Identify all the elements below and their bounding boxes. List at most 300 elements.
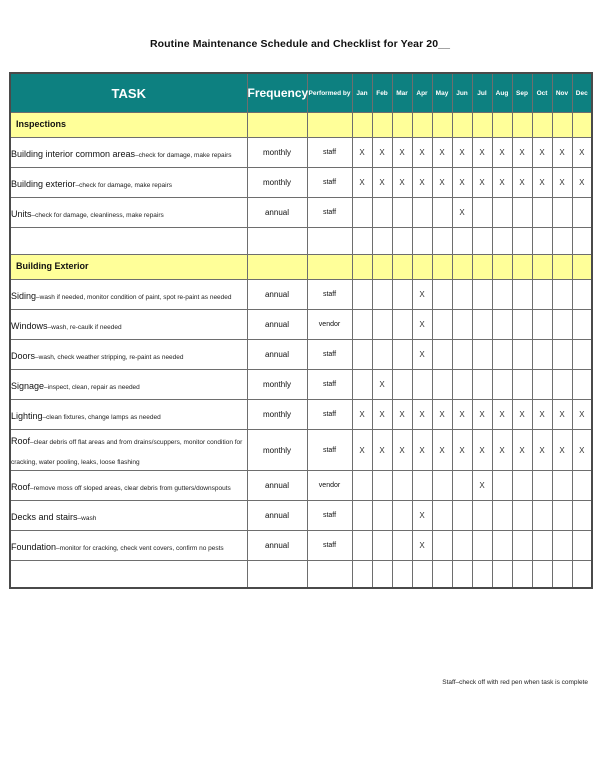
cell-month-apr[interactable]: X: [412, 280, 432, 310]
cell-month-oct[interactable]: [532, 471, 552, 501]
cell-month-mar[interactable]: [392, 198, 412, 228]
cell-month-may[interactable]: X: [432, 400, 452, 430]
cell-month-aug[interactable]: [492, 198, 512, 228]
cell-month-dec[interactable]: [572, 113, 592, 138]
cell-month-mar[interactable]: X: [392, 430, 412, 471]
cell-month-sep[interactable]: [512, 113, 532, 138]
cell-frequency[interactable]: annual: [247, 471, 307, 501]
cell-month-nov[interactable]: [552, 471, 572, 501]
cell-task[interactable]: [10, 561, 247, 589]
cell-month-oct[interactable]: [532, 340, 552, 370]
column-header-task: TASK: [10, 73, 247, 113]
cell-frequency[interactable]: annual: [247, 501, 307, 531]
cell-month-apr[interactable]: [412, 113, 432, 138]
cell-month-jun[interactable]: [452, 280, 472, 310]
column-header-month-mar: Mar: [392, 73, 412, 113]
cell-month-mar[interactable]: X: [392, 400, 412, 430]
section-row: [10, 255, 592, 280]
cell-month-jan[interactable]: X: [352, 400, 372, 430]
cell-month-apr[interactable]: X: [412, 501, 432, 531]
cell-month-apr[interactable]: X: [412, 168, 432, 198]
cell-frequency[interactable]: annual: [247, 340, 307, 370]
cell-month-feb[interactable]: X: [372, 138, 392, 168]
cell-month-feb[interactable]: [372, 228, 392, 255]
column-header-performed-by: Performed by: [307, 73, 352, 113]
cell-month-jul[interactable]: X: [472, 471, 492, 501]
cell-task[interactable]: [10, 113, 247, 138]
cell-month-jul[interactable]: [472, 280, 492, 310]
cell-month-mar[interactable]: [392, 531, 412, 561]
cell-month-oct[interactable]: X: [532, 430, 552, 471]
cell-month-aug[interactable]: X: [492, 138, 512, 168]
cell-month-nov[interactable]: [552, 531, 572, 561]
cell-month-jul[interactable]: [472, 310, 492, 340]
cell-month-may[interactable]: X: [432, 168, 452, 198]
cell-month-jun[interactable]: [452, 113, 472, 138]
cell-month-may[interactable]: [432, 501, 452, 531]
column-header-month-oct: Oct: [532, 73, 552, 113]
column-header-month-sep: Sep: [512, 73, 532, 113]
cell-month-jun[interactable]: [452, 310, 472, 340]
table-header: [10, 73, 592, 113]
cell-task[interactable]: [10, 471, 247, 501]
cell-month-nov[interactable]: [552, 370, 572, 400]
cell-month-feb[interactable]: [372, 340, 392, 370]
task-name: Building exterior: [11, 178, 76, 189]
task-name: Roof: [11, 436, 31, 446]
task-name: Lighting: [11, 410, 43, 421]
cell-frequency[interactable]: monthly: [247, 138, 307, 168]
cell-month-jul[interactable]: [472, 255, 492, 280]
cell-month-jun[interactable]: [452, 501, 472, 531]
cell-performed-by[interactable]: staff: [307, 531, 352, 561]
cell-month-jun[interactable]: [452, 561, 472, 589]
cell-month-jan[interactable]: [352, 370, 372, 400]
header-row: [10, 73, 592, 113]
cell-month-nov[interactable]: X: [552, 400, 572, 430]
cell-month-jun[interactable]: X: [452, 400, 472, 430]
cell-month-may[interactable]: X: [432, 430, 452, 471]
table-row: [10, 280, 592, 310]
column-header-month-feb: Feb: [372, 73, 392, 113]
cell-month-may[interactable]: [432, 255, 452, 280]
cell-month-apr[interactable]: [412, 255, 432, 280]
table-row: [10, 168, 592, 198]
task-name: Building interior common areas: [11, 148, 136, 159]
table-row: [10, 138, 592, 168]
cell-month-jan[interactable]: [352, 501, 372, 531]
cell-month-jun[interactable]: [452, 255, 472, 280]
cell-performed-by[interactable]: staff: [307, 370, 352, 400]
cell-month-feb[interactable]: [372, 198, 392, 228]
cell-month-mar[interactable]: [392, 228, 412, 255]
cell-task[interactable]: [10, 340, 247, 370]
cell-month-aug[interactable]: [492, 531, 512, 561]
cell-month-may[interactable]: [432, 113, 452, 138]
cell-task[interactable]: [10, 198, 247, 228]
cell-month-mar[interactable]: X: [392, 168, 412, 198]
cell-month-apr[interactable]: X: [412, 400, 432, 430]
cell-month-sep[interactable]: [512, 310, 532, 340]
cell-month-apr[interactable]: X: [412, 138, 432, 168]
cell-month-jan[interactable]: [352, 310, 372, 340]
cell-month-sep[interactable]: [512, 198, 532, 228]
cell-month-sep[interactable]: X: [512, 168, 532, 198]
cell-month-jan[interactable]: [352, 561, 372, 589]
cell-month-feb[interactable]: [372, 310, 392, 340]
cell-month-jul[interactable]: X: [472, 138, 492, 168]
cell-month-jan[interactable]: [352, 340, 372, 370]
cell-month-jun[interactable]: X: [452, 168, 472, 198]
cell-frequency[interactable]: [247, 255, 307, 280]
cell-month-jan[interactable]: [352, 198, 372, 228]
cell-month-oct[interactable]: [532, 280, 552, 310]
cell-task[interactable]: [10, 531, 247, 561]
cell-month-sep[interactable]: [512, 228, 532, 255]
table-row: [10, 340, 592, 370]
task-name: Decks and stairs: [11, 511, 78, 522]
cell-month-may[interactable]: [432, 198, 452, 228]
cell-month-jun[interactable]: [452, 531, 472, 561]
schedule-table-container: [9, 72, 591, 589]
cell-month-nov[interactable]: [552, 280, 572, 310]
cell-performed-by[interactable]: [307, 113, 352, 138]
cell-frequency[interactable]: [247, 561, 307, 589]
task-name: Siding: [11, 290, 37, 301]
cell-month-dec[interactable]: X: [572, 138, 592, 168]
empty-row: [10, 228, 592, 255]
column-header-month-jan: Jan: [352, 73, 372, 113]
cell-month-nov[interactable]: X: [552, 168, 572, 198]
task-description: –check for damage, make repairs: [75, 181, 173, 189]
cell-month-oct[interactable]: [532, 370, 552, 400]
table-row: [10, 471, 592, 501]
cell-task[interactable]: [10, 255, 247, 280]
cell-month-jan[interactable]: X: [352, 430, 372, 471]
cell-month-jan[interactable]: [352, 280, 372, 310]
footnote-text: Staff–check off with red pen when task is complete: [442, 679, 588, 686]
cell-month-oct[interactable]: [532, 531, 552, 561]
cell-month-aug[interactable]: [492, 501, 512, 531]
cell-month-aug[interactable]: [492, 113, 512, 138]
cell-month-aug[interactable]: [492, 255, 512, 280]
cell-month-oct[interactable]: X: [532, 400, 552, 430]
cell-month-oct[interactable]: X: [532, 168, 552, 198]
cell-month-feb[interactable]: [372, 255, 392, 280]
cell-month-dec[interactable]: X: [572, 430, 592, 471]
column-header-month-apr: Apr: [412, 73, 432, 113]
cell-month-jul[interactable]: X: [472, 430, 492, 471]
cell-month-oct[interactable]: [532, 228, 552, 255]
cell-frequency[interactable]: monthly: [247, 370, 307, 400]
task-description: –clean fixtures, change lamps as needed: [42, 413, 161, 421]
cell-month-feb[interactable]: X: [372, 400, 392, 430]
column-header-frequency: Frequency: [247, 73, 307, 113]
cell-month-nov[interactable]: [552, 113, 572, 138]
cell-month-oct[interactable]: [532, 310, 552, 340]
cell-frequency[interactable]: [247, 228, 307, 255]
cell-month-may[interactable]: [432, 471, 452, 501]
cell-month-oct[interactable]: [532, 255, 552, 280]
task-name: Building Exterior: [16, 261, 89, 272]
page-title: Routine Maintenance Schedule and Checklist for Year 20__: [149, 38, 451, 50]
cell-month-apr[interactable]: [412, 471, 432, 501]
task-description: –check for damage, make repairs: [135, 151, 232, 159]
cell-performed-by[interactable]: staff: [307, 168, 352, 198]
table-row: [10, 400, 592, 430]
cell-month-aug[interactable]: [492, 370, 512, 400]
task-name: Windows: [11, 320, 48, 331]
cell-month-jul[interactable]: [472, 561, 492, 589]
cell-month-jul[interactable]: [472, 531, 492, 561]
task-description: –check for damage, cleanliness, make repairs: [31, 211, 164, 219]
maintenance-schedule-table: [9, 72, 593, 589]
cell-month-sep[interactable]: [512, 370, 532, 400]
cell-month-feb[interactable]: [372, 280, 392, 310]
column-header-month-may: May: [432, 73, 452, 113]
cell-month-dec[interactable]: [572, 531, 592, 561]
cell-performed-by[interactable]: staff: [307, 340, 352, 370]
cell-month-apr[interactable]: X: [412, 310, 432, 340]
cell-month-may[interactable]: [432, 370, 452, 400]
cell-month-sep[interactable]: [512, 255, 532, 280]
column-header-month-nov: Nov: [552, 73, 572, 113]
cell-frequency[interactable]: [247, 113, 307, 138]
cell-month-dec[interactable]: [572, 280, 592, 310]
cell-month-jul[interactable]: X: [472, 168, 492, 198]
cell-month-oct[interactable]: [532, 501, 552, 531]
cell-task[interactable]: [10, 310, 247, 340]
table-row: [10, 501, 592, 531]
cell-frequency[interactable]: monthly: [247, 430, 307, 471]
cell-month-mar[interactable]: [392, 501, 412, 531]
cell-month-mar[interactable]: [392, 370, 412, 400]
task-description: –inspect, clean, repair as needed: [44, 383, 140, 391]
cell-month-aug[interactable]: [492, 280, 512, 310]
cell-month-aug[interactable]: X: [492, 400, 512, 430]
cell-performed-by[interactable]: staff: [307, 501, 352, 531]
cell-month-sep[interactable]: [512, 280, 532, 310]
cell-month-aug[interactable]: [492, 471, 512, 501]
task-description: –monitor for cracking, check vent covers, confirm no pests: [56, 544, 224, 552]
cell-month-may[interactable]: [432, 310, 452, 340]
task-name: Roof: [11, 481, 31, 492]
cell-task[interactable]: [10, 138, 247, 168]
cell-month-apr[interactable]: [412, 370, 432, 400]
column-header-month-jul: Jul: [472, 73, 492, 113]
cell-month-mar[interactable]: [392, 561, 412, 589]
task-name: Foundation: [11, 541, 57, 552]
cell-month-may[interactable]: [432, 531, 452, 561]
cell-month-aug[interactable]: X: [492, 168, 512, 198]
cell-performed-by[interactable]: [307, 561, 352, 589]
cell-frequency[interactable]: annual: [247, 310, 307, 340]
cell-month-dec[interactable]: X: [572, 168, 592, 198]
cell-month-apr[interactable]: [412, 561, 432, 589]
column-header-month-dec: Dec: [572, 73, 592, 113]
cell-month-nov[interactable]: X: [552, 430, 572, 471]
cell-task[interactable]: [10, 280, 247, 310]
cell-month-aug[interactable]: [492, 228, 512, 255]
cell-month-aug[interactable]: [492, 561, 512, 589]
cell-month-mar[interactable]: [392, 255, 412, 280]
cell-month-aug[interactable]: [492, 310, 512, 340]
cell-month-dec[interactable]: [572, 340, 592, 370]
cell-month-jul[interactable]: X: [472, 400, 492, 430]
cell-month-nov[interactable]: X: [552, 138, 572, 168]
cell-month-apr[interactable]: X: [412, 430, 432, 471]
task-description: –wash if needed, monitor condition of paint, spot re-paint as needed: [36, 293, 232, 301]
cell-month-dec[interactable]: [572, 471, 592, 501]
cell-month-mar[interactable]: [392, 340, 412, 370]
cell-month-apr[interactable]: X: [412, 340, 432, 370]
cell-month-sep[interactable]: [512, 501, 532, 531]
table-row: [10, 531, 592, 561]
cell-month-mar[interactable]: X: [392, 138, 412, 168]
cell-month-oct[interactable]: X: [532, 138, 552, 168]
cell-month-jan[interactable]: [352, 228, 372, 255]
cell-task[interactable]: [10, 370, 247, 400]
cell-performed-by[interactable]: staff: [307, 280, 352, 310]
cell-month-feb[interactable]: [372, 113, 392, 138]
cell-month-jun[interactable]: [452, 340, 472, 370]
cell-month-feb[interactable]: X: [372, 430, 392, 471]
cell-month-feb[interactable]: [372, 471, 392, 501]
cell-month-sep[interactable]: X: [512, 138, 532, 168]
cell-month-dec[interactable]: [572, 501, 592, 531]
cell-month-dec[interactable]: [572, 228, 592, 255]
cell-frequency[interactable]: annual: [247, 198, 307, 228]
cell-month-mar[interactable]: [392, 113, 412, 138]
cell-month-nov[interactable]: [552, 340, 572, 370]
cell-performed-by[interactable]: [307, 255, 352, 280]
cell-performed-by[interactable]: staff: [307, 400, 352, 430]
cell-month-sep[interactable]: [512, 471, 532, 501]
cell-month-jun[interactable]: X: [452, 198, 472, 228]
cell-month-mar[interactable]: [392, 310, 412, 340]
cell-month-jan[interactable]: [352, 531, 372, 561]
cell-month-sep[interactable]: [512, 531, 532, 561]
cell-task[interactable]: [10, 228, 247, 255]
cell-month-nov[interactable]: [552, 310, 572, 340]
cell-month-sep[interactable]: X: [512, 400, 532, 430]
cell-month-dec[interactable]: [572, 255, 592, 280]
empty-row: [10, 561, 592, 589]
task-description: –wash, re-caulk if needed: [47, 323, 122, 331]
cell-month-jul[interactable]: [472, 340, 492, 370]
task-description: –clear debris off flat areas and from drains/scuppers, monitor condition for cracking, water pooling, leaks, loose flashing: [11, 439, 243, 466]
cell-month-oct[interactable]: [532, 198, 552, 228]
section-row: [10, 113, 592, 138]
cell-month-dec[interactable]: X: [572, 400, 592, 430]
cell-month-aug[interactable]: X: [492, 430, 512, 471]
cell-performed-by[interactable]: staff: [307, 138, 352, 168]
cell-month-jan[interactable]: [352, 471, 372, 501]
cell-month-jun[interactable]: [452, 370, 472, 400]
cell-month-feb[interactable]: [372, 531, 392, 561]
cell-month-nov[interactable]: [552, 198, 572, 228]
cell-month-dec[interactable]: [572, 310, 592, 340]
cell-month-apr[interactable]: X: [412, 531, 432, 561]
task-name: Inspections: [16, 119, 67, 130]
table-row: [10, 310, 592, 340]
task-name: Units: [11, 208, 32, 219]
cell-month-feb[interactable]: [372, 561, 392, 589]
cell-month-jun[interactable]: X: [452, 138, 472, 168]
cell-performed-by[interactable]: vendor: [307, 471, 352, 501]
cell-month-oct[interactable]: [532, 561, 552, 589]
cell-month-aug[interactable]: [492, 340, 512, 370]
table-body: [10, 113, 592, 589]
task-description: –remove moss off sloped areas, clear debris from gutters/downspouts: [30, 484, 231, 492]
cell-month-may[interactable]: [432, 280, 452, 310]
cell-month-jul[interactable]: [472, 198, 492, 228]
task-description: –wash, check weather stripping, re-paint as needed: [35, 353, 184, 361]
cell-month-oct[interactable]: [532, 113, 552, 138]
cell-month-jan[interactable]: X: [352, 138, 372, 168]
cell-frequency[interactable]: monthly: [247, 168, 307, 198]
cell-frequency[interactable]: annual: [247, 280, 307, 310]
cell-month-nov[interactable]: [552, 561, 572, 589]
cell-month-feb[interactable]: [372, 501, 392, 531]
cell-month-jul[interactable]: [472, 113, 492, 138]
cell-task[interactable]: [10, 430, 247, 471]
cell-task[interactable]: [10, 168, 247, 198]
cell-month-feb[interactable]: X: [372, 168, 392, 198]
cell-month-dec[interactable]: [572, 561, 592, 589]
cell-performed-by[interactable]: staff: [307, 430, 352, 471]
cell-frequency[interactable]: annual: [247, 531, 307, 561]
cell-performed-by[interactable]: [307, 228, 352, 255]
cell-month-sep[interactable]: [512, 340, 532, 370]
cell-performed-by[interactable]: vendor: [307, 310, 352, 340]
cell-task[interactable]: [10, 501, 247, 531]
table-row: [10, 430, 592, 471]
cell-month-nov[interactable]: [552, 501, 572, 531]
cell-month-jan[interactable]: [352, 113, 372, 138]
cell-month-sep[interactable]: [512, 561, 532, 589]
cell-month-jul[interactable]: [472, 228, 492, 255]
cell-month-jan[interactable]: [352, 255, 372, 280]
cell-month-may[interactable]: X: [432, 138, 452, 168]
cell-month-dec[interactable]: [572, 370, 592, 400]
cell-month-jun[interactable]: [452, 471, 472, 501]
cell-month-sep[interactable]: X: [512, 430, 532, 471]
cell-month-feb[interactable]: X: [372, 370, 392, 400]
cell-month-jun[interactable]: X: [452, 430, 472, 471]
cell-task[interactable]: [10, 400, 247, 430]
cell-month-jul[interactable]: [472, 501, 492, 531]
cell-month-jul[interactable]: [472, 370, 492, 400]
cell-month-mar[interactable]: [392, 471, 412, 501]
cell-month-jun[interactable]: [452, 228, 472, 255]
cell-month-apr[interactable]: [412, 198, 432, 228]
cell-month-jan[interactable]: X: [352, 168, 372, 198]
cell-month-may[interactable]: [432, 228, 452, 255]
task-name: Doors: [11, 350, 36, 361]
cell-month-may[interactable]: [432, 561, 452, 589]
column-header-month-jun: Jun: [452, 73, 472, 113]
cell-month-nov[interactable]: [552, 255, 572, 280]
cell-month-mar[interactable]: [392, 280, 412, 310]
cell-month-nov[interactable]: [552, 228, 572, 255]
cell-month-may[interactable]: [432, 340, 452, 370]
cell-month-dec[interactable]: [572, 198, 592, 228]
cell-performed-by[interactable]: staff: [307, 198, 352, 228]
cell-month-apr[interactable]: [412, 228, 432, 255]
cell-frequency[interactable]: monthly: [247, 400, 307, 430]
table-row: [10, 370, 592, 400]
